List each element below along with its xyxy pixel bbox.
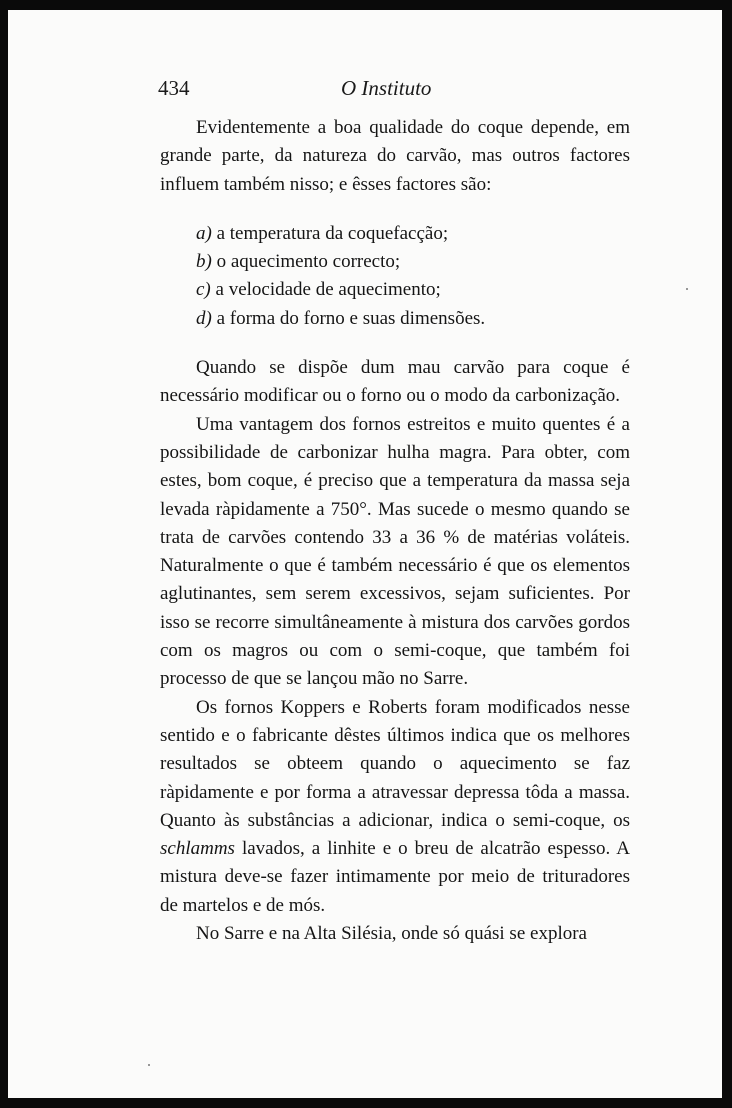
- list-item: [196, 248, 630, 276]
- paragraph-4-text-b: lavados, a linhite e o breu de alcatrão espesso. A mistura deve-se fazer intimamente por meio de trituradores de martelos e de mós.: [160, 838, 630, 916]
- paragraph-4-text-a: Os fornos Koppers e Roberts foram modificados nesse sentido e o fabricante dêstes últimos indica que os melhores resultados se obteem quando o aquecimento se faz ràpidamente e por forma a atravessar depressa tôda a massa. Quanto às substâncias a adicionar, indica o semi-coque, os: [160, 696, 630, 831]
- list-item: [196, 276, 630, 304]
- scan-speck: [148, 1064, 150, 1066]
- paragraph-3: Uma vantagem dos fornos estreitos e muito quentes é a possibilidade de carbonizar hulha magra. Para obter, com estes, bom coque, é preciso que a temperatura da massa seja levada ràpidamente a 750°. Mas sucede o mesmo quando se trata de carvões contendo 33 a 36 % de matérias voláteis. Naturalmente o que é também necessário é que os elementos aglutinantes, sem serem excessivos, sejam suficientes. Por isso se recorre simultâneamente à mistura dos carvões gordos com os magros ou com o semi-coque, que também foi processo de que se lançou mão no Sarre.: [160, 413, 630, 690]
- list-item: [196, 220, 630, 248]
- paragraph-2: Quando se dispõe dum mau carvão para coque é necessário modificar ou o forno ou o modo da carbonização.: [160, 357, 630, 407]
- list-marker: d): [196, 307, 212, 329]
- running-title: O Instituto: [341, 76, 432, 100]
- paragraph-1: Evidentemente a boa qualidade do coque depende, em grande parte, da natureza do carvão, mas outros factores influem também nisso; e êsses factores são:: [160, 117, 630, 195]
- list-text: a temperatura da coquefacção;: [216, 222, 449, 244]
- list-text: a forma do forno e suas dimensões.: [216, 307, 486, 329]
- scan-speck: [686, 288, 688, 290]
- italic-term: schlamms: [160, 838, 235, 860]
- page-header: [8, 76, 722, 106]
- list-item: [196, 305, 630, 333]
- list-marker: c): [196, 279, 211, 301]
- factor-list: [196, 220, 630, 333]
- list-marker: b): [196, 251, 212, 273]
- paragraph-5: No Sarre e na Alta Silésia, onde só quási se explora: [196, 923, 587, 945]
- list-marker: a): [196, 222, 212, 244]
- page-number: 434: [158, 76, 190, 100]
- list-text: o aquecimento correcto;: [216, 251, 401, 273]
- paragraph-4: [160, 694, 630, 920]
- list-text: a velocidade de aquecimento;: [215, 279, 441, 301]
- book-page: [8, 10, 722, 1098]
- body-text: [160, 114, 630, 948]
